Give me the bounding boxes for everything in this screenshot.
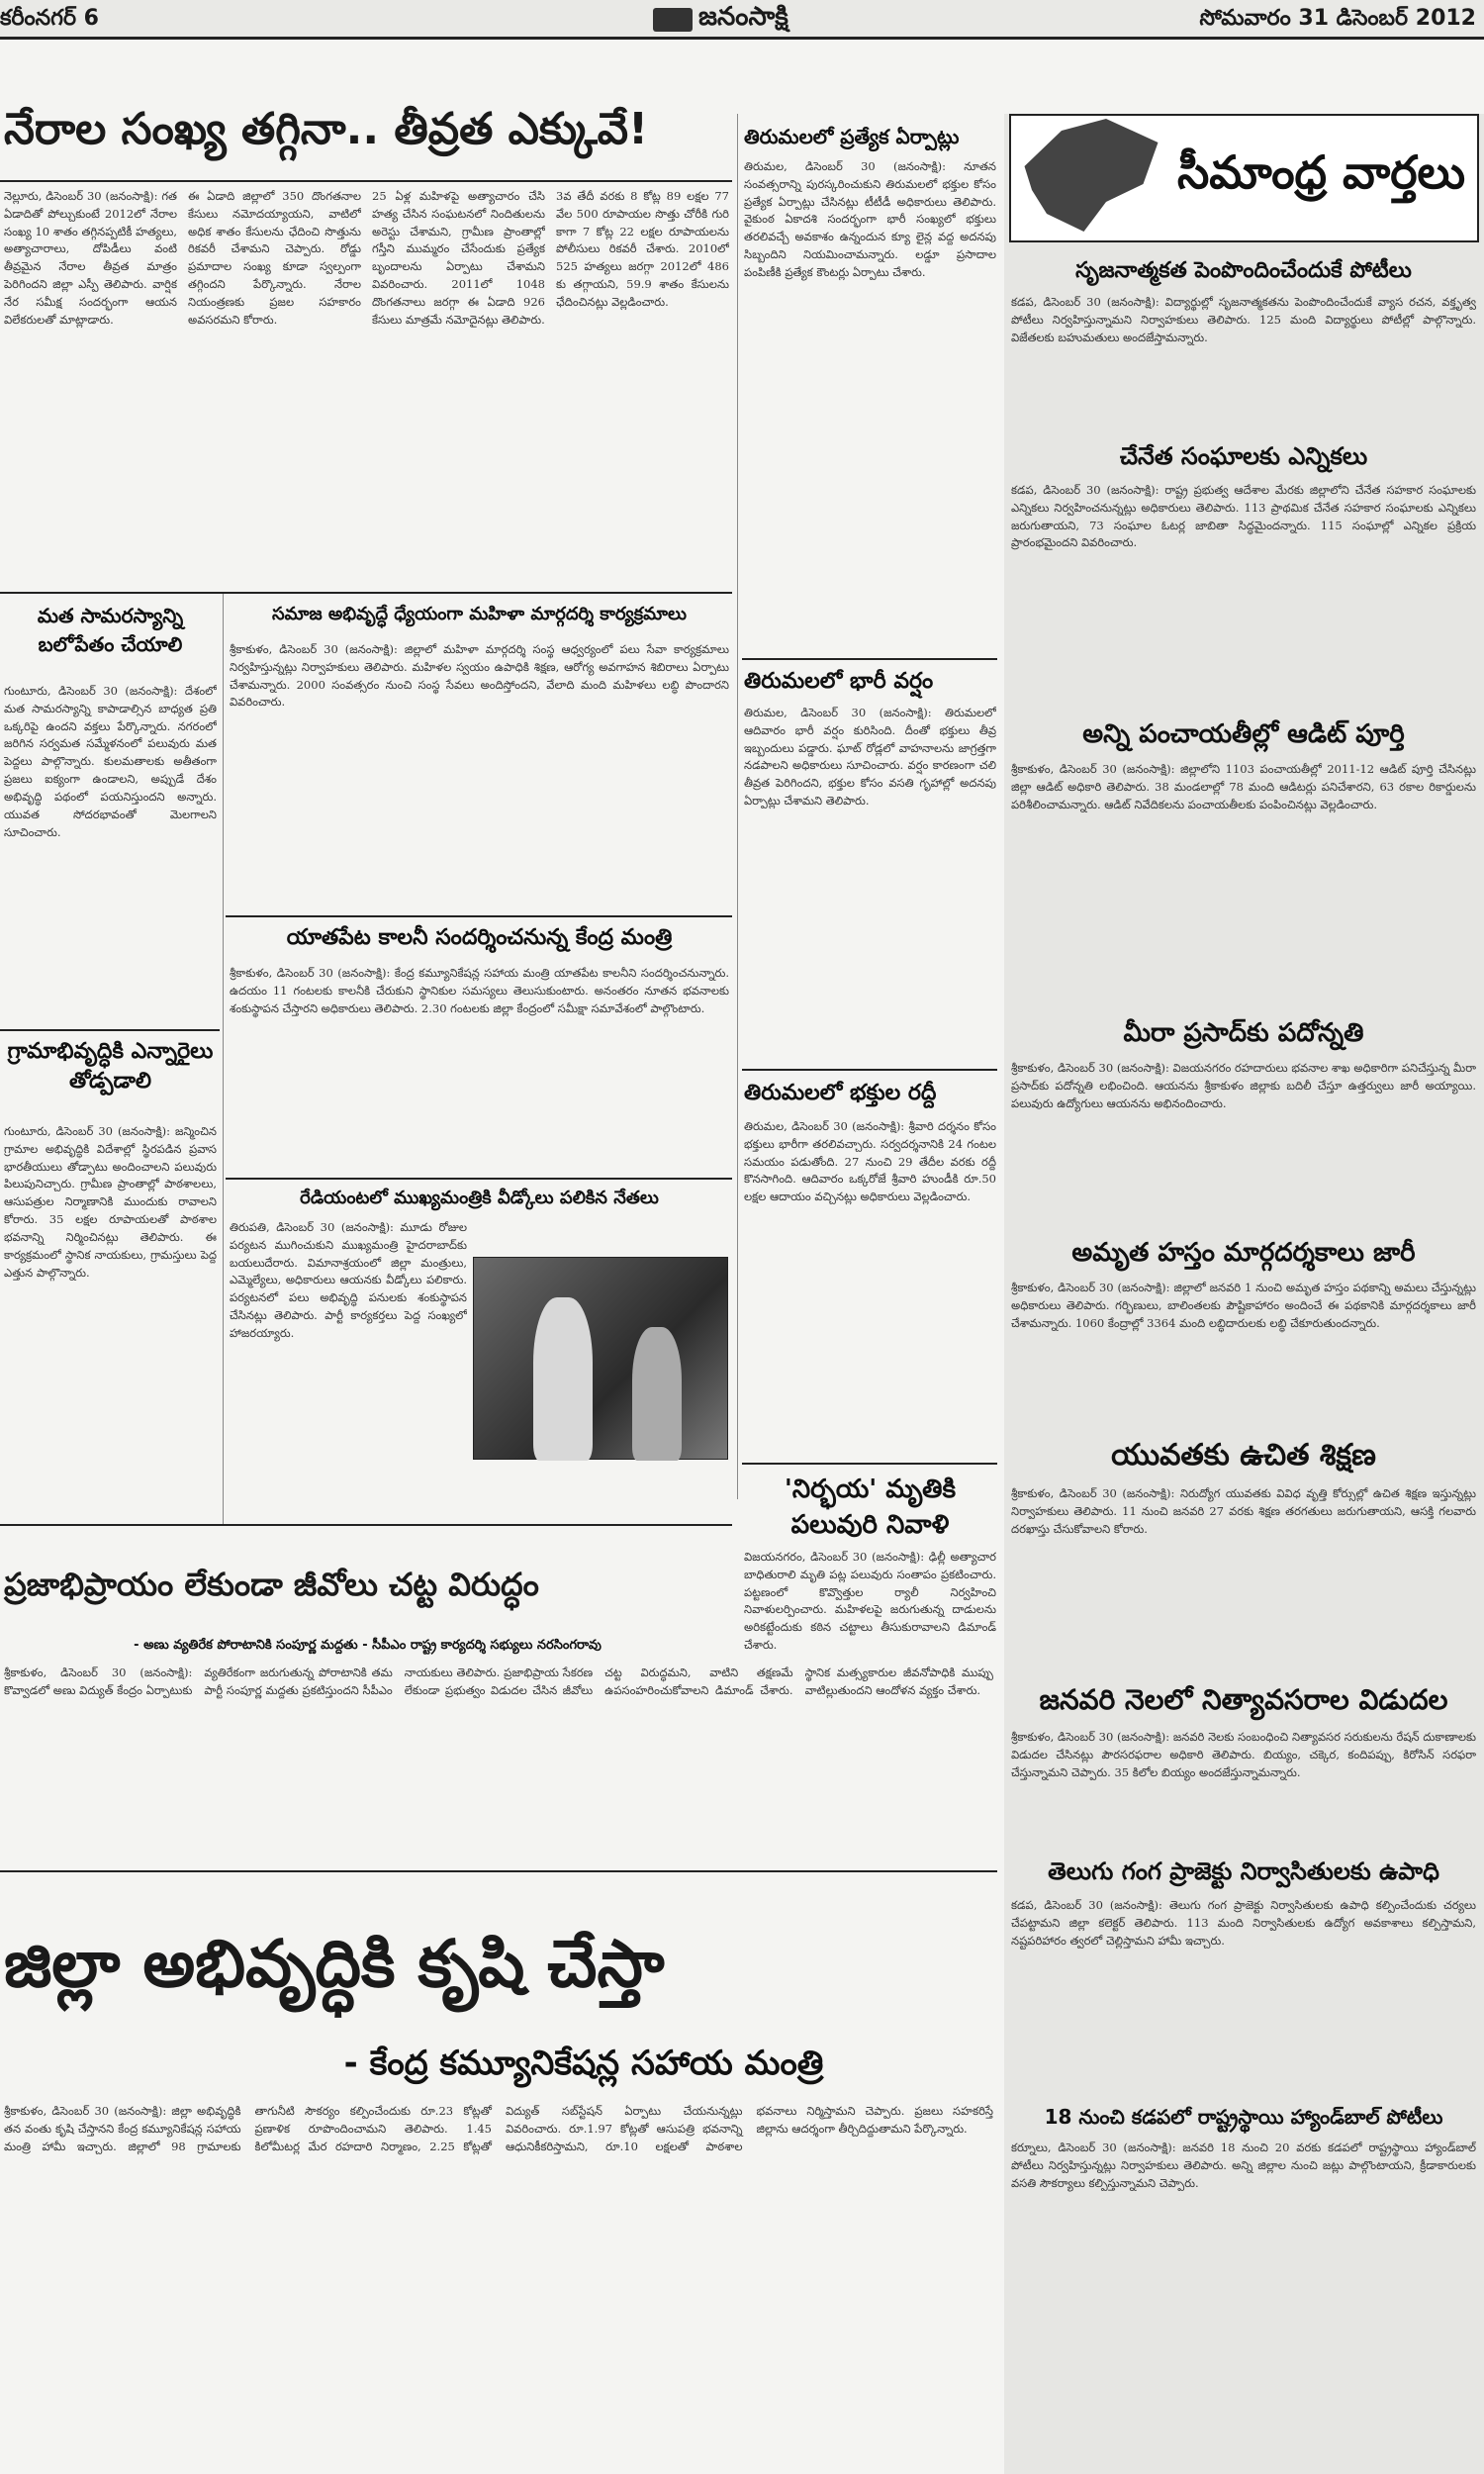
page-section-number: కరీంనగర్ 6 xyxy=(0,6,99,31)
yatha-body: శ్రీకాకుళం, డిసెంబర్ 30 (జనంసాక్షి): కేంద్ర కమ్యూనికేషన్ల సహాయ మంత్రి యాతపేట కాలనీని సందర్శించనున్నారు. ఉదయం 11 గంటలకు కాలనీకి చేరుకుని స్థానికుల సమస్యలు తెలుసుకుంటారు. అనంతరం నూతన భవనాలకు శంకుస్థాపన చేస్తారని అధికారులు తెలిపారు. 2.30 గంటలకు జిల్లా కేంద్రంలో సమీక్షా సమావేశంలో పాల్గొంటారు. xyxy=(230,966,729,1015)
gov-subheadline: - అణు వ్యతిరేక పోరాటానికి సంపూర్ణ మద్దతు - సీపీఎం రాష్ట్ర కార్యదర్శి సభ్యులు నరసింగరావు xyxy=(134,1638,602,1653)
logo-icon xyxy=(653,8,693,32)
redd-headline: రేడియంటలో ముఖ్యమంత్రికి వీడ్కోలు పలికిన నేతలు xyxy=(300,1188,659,1208)
sidebar-item-headline: సృజనాత్మకత పెంపొందించేందుకే పోటీలు xyxy=(1075,258,1412,283)
district-subheadline: - కేంద్ర కమ్యూనికేషన్ల సహాయ మంత్రి xyxy=(343,2044,824,2083)
sidebar-masthead xyxy=(1009,114,1479,242)
sidebar-item-body: శ్రీకాకుళం, డిసెంబర్ 30 (జనంసాక్షి): జనవరి నెలకు సంబంధించి నిత్యావసర సరుకులను రేషన్ దుకాణాలకు విడుదల చేసినట్లు పౌరసరఫరాల అధికారి తెలిపారు. బియ్యం, చక్కెర, కందిపప్పు, కిరోసిన్ సరఫరా చేస్తున్నామని చెప్పారు. 35 కిలోల బియ్యం అందజేస్తున్నామన్నారు. xyxy=(1011,1730,1476,1779)
sidebar-item-body: శ్రీకాకుళం, డిసెంబర్ 30 (జనంసాక్షి): జిల్లాలో జనవరి 1 నుంచి అమృత హస్తం పథకాన్ని అమలు చేస్తున్నట్లు అధికారులు తెలిపారు. గర్భిణులు, బాలింతలకు పౌష్టికాహారం అందించే ఈ పథకానికి మార్గదర్శకాలు జారీ చేశామన్నారు. 1060 కేంద్రాల్లో 3364 మంది లబ్ధిదారులకు లబ్ధి చేకూరుతుందన్నారు. xyxy=(1011,1281,1476,1330)
yatha-headline: యాతపేట కాలనీ సందర్శించనున్న కేంద్ర మంత్రి xyxy=(286,925,673,950)
divider xyxy=(226,915,732,917)
samaja-body: శ్రీకాకుళం, డిసెంబర్ 30 (జనంసాక్షి): జిల్లాలో మహిళా మార్గదర్శి సంస్థ ఆధ్వర్యంలో పలు సేవా కార్యక్రమాలు నిర్వహిస్తున్నట్లు నిర్వాహకులు తెలిపారు. మహిళల స్వయం ఉపాధికి శిక్షణ, ఆరోగ్య అవగాహన శిబిరాలు ఏర్పాటు చేశామన్నారు. 2000 సంవత్సరం నుంచి సంస్థ సేవలు అందిస్తోందని, వేలాది మంది మహిళలు లబ్ధి పొందారని వివరించారు. xyxy=(230,642,729,710)
sidebar-item-headline: 18 నుంచి కడపలో రాష్ట్రస్థాయి హ్యాండ్‌బాల్ పోటీలు xyxy=(1044,2105,1443,2129)
page-date: సోమవారం 31 డిసెంబర్ 2012 xyxy=(1199,6,1476,31)
matha-body: గుంటూరు, డిసెంబర్ 30 (జనంసాక్షి): దేశంలో మత సామరస్యాన్ని కాపాడాల్సిన బాధ్యత ప్రతి ఒక్కరిపై ఉందని వక్తలు పేర్కొన్నారు. నగరంలో జరిగిన సర్వమత సమ్మేళనంలో పలువురు మత పెద్దలు పాల్గొన్నారు. కులమతాలకు అతీతంగా ప్రజలు ఐక్యంగా ఉండాలని, అప్పుడే దేశం అభివృద్ధి పథంలో పయనిస్తుందని అన్నారు. యువత సోదరభావంతో మెలగాలని సూచించారు. xyxy=(4,684,217,839)
sidebar-masthead-title: సీమాంధ్ర వార్తలు xyxy=(1176,145,1466,199)
divider xyxy=(737,114,738,1499)
news-photo xyxy=(473,1257,728,1460)
district-headline: జిల్లా అభివృద్ధికి కృషి చేస్తా xyxy=(4,1926,665,2002)
sidebar-item-headline: మీరా ప్రసాద్‌కు పదోన్నతి xyxy=(1123,1018,1364,1048)
sidebar-item-body: కడప, డిసెంబర్ 30 (జనంసాక్షి): విద్యార్థుల్లో సృజనాత్మకతను పెంపొందించేందుకే వ్యాస రచన, వక్తృత్వ పోటీలు నిర్వహిస్తున్నామని నిర్వాహకులు తెలిపారు. 125 మంది విద్యార్థులు పోటీల్లో పాల్గొన్నారు. విజేతలకు బహుమతులు అందజేస్తామన్నారు. xyxy=(1011,295,1476,344)
newspaper-logo xyxy=(653,2,788,38)
sidebar-item-headline: యువతకు ఉచిత శిక్షణ xyxy=(1111,1438,1376,1473)
sidebar-item-body: శ్రీకాకుళం, డిసెంబర్ 30 (జనంసాక్షి): విజయనగరం రహదారులు భవనాల శాఖ అధికారిగా పనిచేస్తున్న మీరా ప్రసాద్‌కు పదోన్నతి లభించింది. ఆయనను శ్రీకాకుళం జిల్లాకు బదిలీ చేస్తూ ఉత్తర్వులు జారీ అయ్యాయి. పలువురు ఉద్యోగులు ఆయనను అభినందించారు. xyxy=(1011,1061,1476,1110)
grama-body: గుంటూరు, డిసెంబర్ 30 (జనంసాక్షి): జన్మించిన గ్రామాల అభివృద్ధికి విదేశాల్లో స్థిరపడిన ప్రవాస భారతీయులు తోడ్పాటు అందించాలని పలువురు పిలుపునిచ్చారు. గ్రామీణ ప్రాంతాల్లో పాఠశాలలు, ఆసుపత్రుల నిర్మాణానికి ముందుకు రావాలని కోరారు. 35 లక్షల రూపాయలతో పాఠశాల భవనాన్ని నిర్మించినట్లు తెలిపారు. ఈ కార్యక్రమంలో స్థానిక నాయకులు, గ్రామస్తులు పెద్ద ఎత్తున పాల్గొన్నారు. xyxy=(4,1124,217,1280)
sidebar-items xyxy=(1011,252,1476,2469)
divider xyxy=(223,594,224,1524)
sidebar-item-body: కడప, డిసెంబర్ 30 (జనంసాక్షి): రాష్ట్ర ప్రభుత్వ ఆదేశాల మేరకు జిల్లాలోని చేనేత సహకార సంఘాలకు ఎన్నికలు నిర్వహించనున్నట్లు అధికారులు తెలిపారు. 113 ప్రాథమిక చేనేత సహకార సంఘాలకు ఎన్నికలు జరుగుతాయని, 73 సంఘాల ఓటర్ల జాబితా సిద్ధమైందన్నారు. 115 సంఘాల్లో ఎన్నికల ప్రక్రియ ప్రారంభమైందని వివరించారు. xyxy=(1011,483,1476,550)
sidebar-item-body: శ్రీకాకుళం, డిసెంబర్ 30 (జనంసాక్షి): నిరుద్యోగ యువతకు వివిధ వృత్తి కోర్సుల్లో ఉచిత శిక్షణ ఇస్తున్నట్లు నిర్వాహకులు తెలిపారు. 11 నుంచి జనవరి 27 వరకు శిక్షణ తరగతులు జరుగుతాయని, ఆసక్తి గలవారు దరఖాస్తు చేసుకోవాలని కోరారు. xyxy=(1011,1486,1476,1536)
photo-person xyxy=(632,1327,682,1461)
divider xyxy=(742,658,997,660)
redd-body: తిరుపతి, డిసెంబర్ 30 (జనంసాక్షి): మూడు రోజుల పర్యటన ముగించుకుని ముఖ్యమంత్రి హైదరాబాద్‌కు బయలుదేరారు. విమానాశ్రయంలో జిల్లా మంత్రులు, ఎమ్మెల్యేలు, అధికారులు ఆయనకు వీడ్కోలు పలికారు. పర్యటనలో పలు అభివృద్ధి పనులకు శంకుస్థాపన చేసినట్లు తెలిపారు. పార్టీ కార్యకర్తలు పెద్ద సంఖ్యలో హాజరయ్యారు. xyxy=(230,1220,467,1340)
tirumala-rain-headline: తిరుమలలో భారీ వర్షం xyxy=(744,669,934,694)
gov-headline: ప్రజాభిప్రాయం లేకుండా జీవోలు చట్ట విరుద్ధం xyxy=(4,1566,539,1603)
divider xyxy=(0,1029,220,1031)
sidebar-item-headline: అన్ని పంచాయతీల్లో ఆడిట్ పూర్తి xyxy=(1082,719,1405,749)
lead-article-col3: 25 ఏళ్ల మహిళపై అత్యాచారం చేసి హత్య చేసిన సంఘటనలో నిందితులను అరెస్టు చేశామని, గ్రామీణ ప్రాంతాల్లో గస్తీని ముమ్మరం చేసేందుకు ప్రత్యేక బృందాలను ఏర్పాటు చేశామని వివరించారు. 2011లో 1048 దొంగతనాలు జరగ్గా ఈ ఏడాది 926 కేసులు మాత్రమే నమోదైనట్లు తెలిపారు. xyxy=(372,189,545,327)
divider xyxy=(742,1463,997,1465)
tirumala-arrangements-body: తిరుమల, డిసెంబర్ 30 (జనంసాక్షి): నూతన సంవత్సరాన్ని పురస్కరించుకుని తిరుమలలో భక్తుల కోసం ప్రత్యేక ఏర్పాట్లు చేసినట్లు టీటీడీ అధికారులు తెలిపారు. వైకుంఠ ఏకాదశి సందర్భంగా భారీ సంఖ్యలో భక్తులు తరలివచ్చే అవకాశం ఉన్నందున క్యూ లైన్ల వద్ద అదనపు సిబ్బందిని నియమించామన్నారు. లడ్డూ ప్రసాదాల పంపిణీకి ప్రత్యేక కౌంటర్లు ఏర్పాటు చేశారు. xyxy=(744,159,996,279)
photo-background xyxy=(474,1258,727,1459)
samaja-headline: సమాజ అభివృద్ధే ధ్యేయంగా మహిళా మార్గదర్శి కార్యక్రమాలు xyxy=(271,604,687,624)
divider xyxy=(0,592,732,594)
tirumala-crowd-body: తిరుమల, డిసెంబర్ 30 (జనంసాక్షి): శ్రీవారి దర్శనం కోసం భక్తులు భారీగా తరలివచ్చారు. సర్వదర్శనానికి 24 గంటల సమయం పడుతోంది. 27 నుంచి 29 తేదీల వరకు రద్దీ కొనసాగింది. ఆదివారం ఒక్కరోజే శ్రీవారి హుండీకి రూ.50 లక్షల ఆదాయం వచ్చినట్లు అధికారులు వెల్లడించారు. xyxy=(744,1119,996,1204)
lead-article-col2: ఈ ఏడాది జిల్లాలో 350 దొంగతనాల కేసులు నమోదయ్యాయని, వాటిలో అధిక శాతం కేసులను ఛేదించి సొత్తును రికవరీ చేశామని చెప్పారు. రోడ్డు ప్రమాదాల సంఖ్య కూడా స్వల్పంగా తగ్గిందని పేర్కొన్నారు. నేరాల నియంత్రణకు ప్రజల సహకారం అవసరమని కోరారు. xyxy=(188,189,361,327)
nirbhaya-body: విజయనగరం, డిసెంబర్ 30 (జనంసాక్షి): ఢిల్లీ అత్యాచార బాధితురాలి మృతి పట్ల పలువురు సంతాపం ప్రకటించారు. పట్టణంలో కొవ్వొత్తుల ర్యాలీ నిర్వహించి నివాళులర్పించారు. మహిళలపై జరుగుతున్న దాడులను అరికట్టేందుకు కఠిన చట్టాలు తీసుకురావాలని డిమాండ్ చేశారు. xyxy=(744,1550,996,1653)
lead-headline: నేరాల సంఖ్య తగ్గినా.. తీవ్రత ఎక్కువే! xyxy=(4,104,649,154)
matha-headline: మత సామరస్యాన్ని బలోపేతం చేయాలి xyxy=(37,604,184,656)
andhra-map-icon xyxy=(1017,119,1165,238)
sidebar-item-body: శ్రీకాకుళం, డిసెంబర్ 30 (జనంసాక్షి): జిల్లాలోని 1103 పంచాయతీల్లో 2011-12 ఆడిట్ పూర్తి చేసినట్లు జిల్లా ఆడిట్ అధికారి తెలిపారు. 38 మండలాల్లో 78 మంది ఆడిటర్లు పనిచేశారని, 63 రకాల రికార్డులను పరిశీలించామన్నారు. ఆడిట్ నివేదికలను పంచాయతీలకు పంపించినట్లు వెల్లడించారు. xyxy=(1011,762,1476,811)
tirumala-crowd-headline: తిరుమలలో భక్తుల రద్దీ xyxy=(744,1081,937,1105)
divider xyxy=(0,180,732,182)
tirumala-arrangements-headline: తిరుమలలో ప్రత్యేక ఏర్పాట్లు xyxy=(744,125,960,148)
grama-headline: గ్రామాభివృద్ధికి ఎన్నారైలు తోడ్పడాలి xyxy=(7,1039,214,1094)
sidebar-item-headline: చేనేత సంఘాలకు ఎన్నికలు xyxy=(1119,442,1368,470)
divider xyxy=(0,1870,997,1872)
sidebar-item-headline: తెలుగు గంగ ప్రాజెక్టు నిర్వాసితులకు ఉపాధి xyxy=(1048,1857,1439,1885)
gov-body: శ్రీకాకుళం, డిసెంబర్ 30 (జనంసాక్షి): కొవ్వాడలో అణు విద్యుత్ కేంద్రం ఏర్పాటుకు వ్యతిరేకంగా జరుగుతున్న పోరాటానికి తమ పార్టీ సంపూర్ణ మద్దతు ప్రకటిస్తుందని సీపీఎం నాయకులు తెలిపారు. ప్రజాభిప్రాయ సేకరణ లేకుండా ప్రభుత్వం విడుదల చేసిన జీవోలు చట్ట విరుద్ధమని, వాటిని తక్షణమే ఉపసంహరించుకోవాలని డిమాండ్ చేశారు. స్థానిక మత్స్యకారుల జీవనోపాధికి ముప్పు వాటిల్లుతుందని ఆందోళన వ్యక్తం చేశారు. xyxy=(4,1665,993,1697)
lead-article-col4: 3వ తేదీ వరకు 8 కోట్ల 89 లక్షల 77 వేల 500 రూపాయల సొత్తు చోరీకి గురి కాగా 7 కోట్ల 22 లక్షల రూపాయలను పోలీసులు రికవరీ చేశారు. 2010లో 525 హత్యలు జరగ్గా 2012లో 486 కు తగ్గాయని, 59.9 శాతం కేసులను ఛేదించినట్లు వెల్లడించారు. xyxy=(556,189,729,309)
sidebar-item-body: కర్నూలు, డిసెంబర్ 30 (జనంసాక్షి): జనవరి 18 నుంచి 20 వరకు కడపలో రాష్ట్రస్థాయి హ్యాండ్‌బాల్ పోటీలు నిర్వహిస్తున్నట్లు నిర్వాహకులు తెలిపారు. అన్ని జిల్లాల నుంచి జట్లు పాల్గొంటాయని, క్రీడాకారులకు వసతి సౌకర్యాలు కల్పిస్తున్నామని చెప్పారు. xyxy=(1011,2141,1476,2190)
newspaper-name: జనంసాక్షి xyxy=(698,2,788,32)
sidebar-item-headline: జనవరి నెలలో నిత్యావసరాల విడుదల xyxy=(1039,1683,1448,1716)
tirumala-rain-body: తిరుమల, డిసెంబర్ 30 (జనంసాక్షి): తిరుమలలో ఆదివారం భారీ వర్షం కురిసింది. దీంతో భక్తులు తీవ్ర ఇబ్బందులు పడ్డారు. ఘాట్ రోడ్లలో వాహనాలను జాగ్రత్తగా నడపాలని అధికారులు సూచించారు. వర్షం కారణంగా చలి తీవ్రత పెరిగిందని, భక్తుల కోసం వసతి గృహాల్లో అదనపు ఏర్పాట్లు చేశామని తెలిపారు. xyxy=(744,706,996,809)
district-body: శ్రీకాకుళం, డిసెంబర్ 30 (జనంసాక్షి): జిల్లా అభివృద్ధికి తన వంతు కృషి చేస్తానని కేంద్ర కమ్యూనికేషన్ల సహాయ మంత్రి హామీ ఇచ్చారు. జిల్లాలో 98 గ్రామాలకు తాగునీటి సౌకర్యం కల్పించేందుకు రూ.23 కోట్లతో ప్రణాళిక రూపొందించామని తెలిపారు. 1.45 కిలోమీటర్ల మేర రహదారి నిర్మాణం, 2.25 కోట్లతో విద్యుత్ సబ్‌స్టేషన్ ఏర్పాటు చేయనున్నట్లు వివరించారు. రూ.1.97 కోట్లతో ఆసుపత్రి భవనాన్ని ఆధునికీకరిస్తామని, రూ.10 లక్షలతో పాఠశాల భవనాలు నిర్మిస్తామని చెప్పారు. ప్రజలు సహకరిస్తే జిల్లాను ఆదర్శంగా తీర్చిదిద్దుతామని పేర్కొన్నారు. xyxy=(4,2104,993,2153)
sidebar-item-body: కడప, డిసెంబర్ 30 (జనంసాక్షి): తెలుగు గంగ ప్రాజెక్టు నిర్వాసితులకు ఉపాధి కల్పించేందుకు చర్యలు చేపట్టామని జిల్లా కలెక్టర్ తెలిపారు. 113 మంది నిర్వాసితులకు ఉద్యోగ అవకాశాలు కల్పిస్తామని, నష్టపరిహారం త్వరలో చెల్లిస్తామని హామీ ఇచ్చారు. xyxy=(1011,1898,1476,1948)
sidebar-item-headline: అమృత హస్తం మార్గదర్శకాలు జారీ xyxy=(1071,1238,1416,1268)
divider xyxy=(742,1069,997,1071)
divider xyxy=(226,1178,732,1180)
lead-article-col1: నెల్లూరు, డిసెంబర్ 30 (జనంసాక్షి): గత ఏడాదితో పోల్చుకుంటే 2012లో నేరాల సంఖ్య 10 శాతం తగ్గినప్పటికీ హత్యలు, అత్యాచారాలు, దోపిడీలు వంటి తీవ్రమైన నేరాల తీవ్రత మాత్రం పెరిగిందని జిల్లా ఎస్పీ తెలిపారు. వార్షిక నేర సమీక్ష సందర్భంగా ఆయన విలేకరులతో మాట్లాడారు. xyxy=(4,189,177,327)
photo-person xyxy=(533,1297,593,1461)
divider xyxy=(0,1524,732,1526)
nirbhaya-headline: 'నిర్భయ' మృతికి పలువురి నివాళి xyxy=(784,1475,957,1540)
